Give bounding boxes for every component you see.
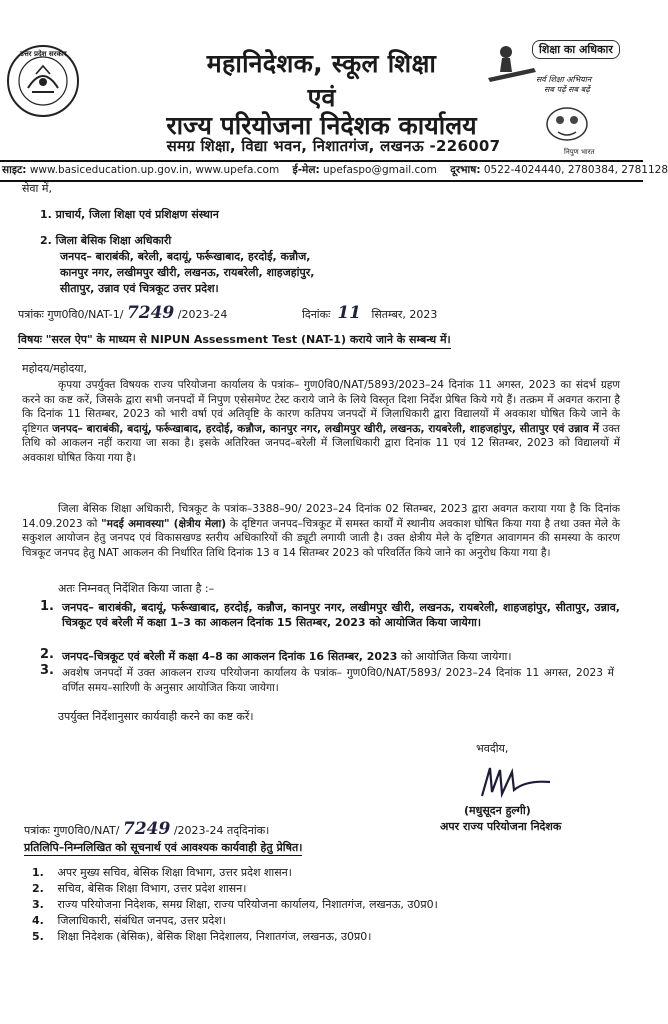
copy-item-number: 1. <box>32 866 44 879</box>
point-2-text-rest: को आयोजित किया जायेगा। <box>397 650 512 663</box>
copy-patrank-number: 7249 <box>122 819 171 839</box>
copy-patrank-label: पत्रांकः गुण0वि0/NAT/ <box>24 824 120 837</box>
nirdesh-line: अतः निम्नवत् निर्देशित किया जाता है :– <box>58 582 215 595</box>
copy-item-text: राज्य परियोजना निदेशक, समग्र शिक्षा, राज्य परियोजना कार्यालय, निशातगंज, लखनऊ, उ0प्र0। <box>57 898 438 911</box>
patrank-label: पत्रांकः गुण0वि0/NAT-1/ <box>18 308 124 321</box>
patrank-number: 7249 <box>126 303 175 323</box>
paragraph-1-districts: जनपद– बाराबंकी, बदायूं, फर्रूखाबाद, हरदोई, कन्नौज, कानपुर नगर, लखीमपुर खीरी, लखनऊ, रायबरेली, शाहजहांपुर, सीतापुर एवं उन्नाव में <box>52 422 599 435</box>
point-1-number: 1. <box>40 599 54 614</box>
header-title-line1: महानिदेशक, स्कूल शिक्षा <box>206 49 437 78</box>
copy-item <box>32 882 246 896</box>
point-2-number: 2. <box>40 647 54 662</box>
copy-item-text: अपर मुख्य सचिव, बेसिक शिक्षा विभाग, उत्तर प्रदेश शासन। <box>57 866 292 879</box>
copy-item-text: शिक्षा निदेशक (बेसिक), बेसिक शिक्षा निदेशालय, निशातगंज, लखनऊ, उ0प्र0। <box>57 930 372 943</box>
email-label: ई-मेल: <box>292 164 320 176</box>
phone-label: दूरभाष: <box>450 164 481 176</box>
addressee-2-line1: जनपद– बाराबंकी, बरेली, बदायूं, फर्रूखाबाद, हरदोई, कन्नौज, <box>60 250 311 263</box>
signatory-name: (मधुसूदन हुल्गी) <box>464 804 531 817</box>
patrank-suffix: /2023-24 <box>177 308 228 321</box>
copy-item <box>32 898 438 912</box>
copy-item <box>32 866 292 880</box>
website-value: www.basiceducation.up.gov.in, www.upefa.com <box>29 164 280 176</box>
paragraph-1 <box>22 378 620 466</box>
copy-patrank-suffix: /2023-24 तद्‌दिनांक। <box>173 824 270 837</box>
ssa-logo-tagline: सब पढ़ें सब बढ़ें <box>544 85 590 94</box>
nipun-bharat-icon <box>542 100 592 144</box>
copy-title: प्रतिलिपि–निम्नलिखित को सूचनार्थ एवं आवश्यक कार्यवाही हेतु प्रेषित। <box>24 841 303 854</box>
reference-line <box>18 303 228 323</box>
dinank-rest: सितम्बर, 2023 <box>371 308 438 321</box>
nipun-logo-text: निपुण भारत <box>564 148 595 156</box>
rte-logo-title: शिक्षा का अधिकार <box>532 40 620 59</box>
point-3-number: 3. <box>40 663 54 678</box>
copy-item-text: सचिव, बेसिक शिक्षा विभाग, उत्तर प्रदेश शासन। <box>57 882 247 895</box>
salutation: महोदय/महोदया, <box>22 362 88 375</box>
date-line <box>302 303 438 323</box>
seal-text: उत्तर प्रदेश सरकार <box>20 50 67 58</box>
header-title-line3: राज्य परियोजना निदेशक कार्यालय <box>166 111 477 140</box>
paragraph-2-mela: "मदई अमावस्या" (क्षेत्रीय मेला) <box>101 517 227 530</box>
addressee-2-title: 2. जिला बेसिक शिक्षा अधिकारी <box>40 234 172 247</box>
copy-item-number: 2. <box>32 882 44 895</box>
copy-item-number: 3. <box>32 898 44 911</box>
paragraph-2 <box>22 502 620 560</box>
website-label: साइट: <box>2 164 27 176</box>
copy-item-number: 5. <box>32 930 44 943</box>
paragraph-1-part-c: उक्त तिथि को आकलन नहीं कराया जा सका है। इसके अतिरिक्त जनपद–बरेली में जिलाधिकारी द्वारा दिनांक 11 एवं 12 सितम्बर, 2023 को विद्यालयों में अवकाश घोषित किया गया है। <box>22 422 620 464</box>
header-address: समग्र शिक्षा, विद्या भवन, निशातगंज, लखनऊ -226007 <box>166 137 501 155</box>
copy-item <box>32 914 226 928</box>
paragraph-2-part-c: के दृष्टिगत जनपद–चित्रकूट में समस्त कार्यों में स्थानीय अवकाश घोषित किया गया है तथा उक्त मेले के सकुशल आयोजन हेतु जनपद एवं विकासखण्ड स्तरीय अधिकारियों की ड्यूटी लगायी जाती है। उक्त क्षेत्रीय मेले के दृष्टिगत आवागमन की समस्या के कारण चित्रकूट जनपद हेतु NAT आकलन की निर्धारित तिथि दिनांक 13 व 14 सितम्बर 2023 को परिवर्तित किये जाने का अनुरोध किया गया है। <box>22 517 620 559</box>
dinank-day: 11 <box>337 303 361 323</box>
paragraph-1-part-a: कृपया उपर्युक्त विषयक राज्य परियोजना कार्यालय के पत्रांक– गुण0वि0/NAT/5893/2023–24 दिनांक 11 अगस्त, 2023 का संदर्भ ग्रहण करने का कष्ट करें, जिसके द्वारा सभी जनपदों में निपुण एसेसमेण्ट टेस्ट कराये जाने के लिये विस्तृत दिशा निर्देश प्रेषित किये गये हैं। तत्क्रम में अवगत कराना है कि दिनांक 11 सितम्बर, 2023 को भारी वर्षा एवं अतिवृष्टि के कारण कतिपय जनपदों में जिलाधिकारी द्वारा विद्यालयों में अवकाश घोषित किये जाने के दृष्टिगत <box>22 379 620 435</box>
addressee-2-line3: सीतापुर, उन्नाव एवं चित्रकूट उत्तर प्रदेश। <box>60 282 219 295</box>
point-3-text: अवशेष जनपदों में उक्त आकलन राज्य परियोजना कार्यालय के पत्रांक– गुण0वि0/NAT/5893/ 2023–24 दिनांक 11 अगस्त, 2023 में वर्णित समय–सारिणी के अनुसार आयोजित किया जायेगा। <box>62 667 614 694</box>
point-1-text: जनपद– बाराबंकी, बदायूं, फर्रूखाबाद, हरदोई, कन्नौज, कानपुर नगर, लखीमपुर खीरी, लखनऊ, रायबरेली, शाहजहांपुर, सीतापुर, उन्नाव, चित्रकूट एवं बरेली में कक्षा 1–3 का आकलन दिनांक 15 सितम्बर, 2023 को आयोजित किया जायेगा। <box>62 601 620 629</box>
point-2-text-bold: जनपद–चित्रकूट एवं बरेली में कक्षा 4–8 का आकलन दिनांक 16 सितम्बर, 2023 <box>62 650 398 663</box>
dinank-label: दिनांकः <box>302 308 331 321</box>
copy-item-number: 4. <box>32 914 44 927</box>
copy-item-text: जिलाधिकारी, संबंधित जनपद, उत्तर प्रदेश। <box>57 914 226 927</box>
signature-mark <box>478 762 558 804</box>
phone-value: 0522-4024440, 2780384, 2781128 <box>483 164 668 176</box>
closing-line: उपर्युक्त निर्देशानुसार कार्यवाही करने का कष्ट करें। <box>58 710 254 723</box>
point-2-text <box>62 650 512 664</box>
email-value: upefaspo@gmail.com <box>323 164 437 176</box>
header-title-line2: एवं <box>307 83 336 112</box>
paragraph-2-part-a: जिला बेसिक शिक्षा अधिकारी, चित्रकूट के पत्रांक–3388–90/ 2023–24 दिनांक 02 सितम्बर, 2023 द्वारा अवगत कराया गया है कि दिनांक 14.09.2023 को <box>22 503 620 530</box>
seva-mein: सेवा में, <box>22 182 52 195</box>
copy-item <box>32 930 371 944</box>
addressee-2-line2: कानपुर नगर, लखीमपुर खीरी, लखनऊ, रायबरेली, शाहजहांपुर, <box>60 266 315 279</box>
subject-line: विषयः "सरल ऐप" के माध्यम से NIPUN Assessment Test (NAT-1) कराये जाने के सम्बन्ध में। <box>18 332 451 349</box>
contact-strip <box>0 160 668 182</box>
signatory-title: अपर राज्य परियोजना निदेशक <box>440 820 562 833</box>
rte-logo <box>484 38 634 162</box>
copy-reference-line <box>24 819 270 839</box>
addressee-1: 1. प्राचार्य, जिला शिक्षा एवं प्रशिक्षण संस्थान <box>40 208 219 221</box>
ssa-logo-text: सर्व शिक्षा अभियान <box>536 75 592 84</box>
bhavdiya: भवदीय, <box>476 742 509 755</box>
